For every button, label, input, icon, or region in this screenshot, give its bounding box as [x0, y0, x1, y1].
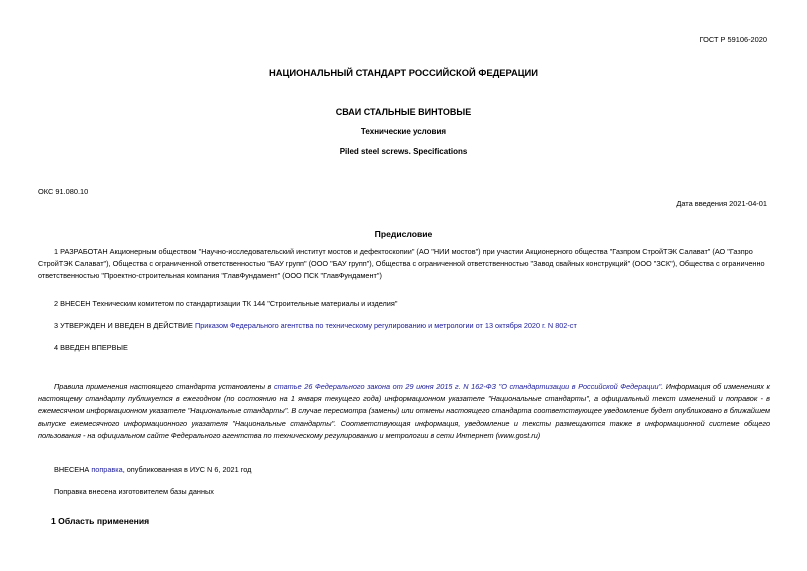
amendment-link[interactable]: поправка [91, 465, 123, 474]
amendment-note: Поправка внесена изготовителем базы данных [54, 487, 214, 496]
document-subtitle: Технические условия [360, 127, 447, 136]
item-3-prefix: 3 УТВЕРЖДЕН И ВВЕДЕН В ДЕЙСТВИЕ [54, 321, 195, 330]
amendment-line [38, 464, 770, 476]
foreword-heading: Предисловие [374, 229, 433, 239]
rules-rest: . Информация об изменениях к настоящему стандарту публикуется в ежегодном (по состоянию на 1 января текущего года) информационном указателе "Национальные стандарты", а официальный текст изменений и поправок - в ежемесячном информационном указателе "Национальные стандарты". В случае пересмотра (замены) или отмены настоящего стандарта соответствующее уведомление будет опубликовано в ближайшем выпуске ежемесячного информационного указателя "Национальные стандарты". Соответствующая информация, уведомление и тексты размещаются также в информационной системе общего пользования - на официальном сайте Федерального агентства по техническому регулированию и метрологии в сети Интернет (www.gost.ru) [38, 382, 770, 440]
amendment-suffix: , опубликованная в ИУС N 6, 2021 год [122, 465, 252, 474]
standard-title: НАЦИОНАЛЬНЫЙ СТАНДАРТ РОССИЙСКОЙ ФЕДЕРАЦИИ [268, 67, 539, 78]
english-title: Piled steel screws. Specifications [339, 147, 468, 156]
document-title: СВАИ СТАЛЬНЫЕ ВИНТОВЫЕ [335, 107, 472, 117]
order-link[interactable]: Приказом Федерального агентства по техническому регулированию и метрологии от 13 октября 2020 г. N 802-ст [194, 321, 577, 330]
standardization-law-link[interactable]: "О стандартизации в Российской Федерации" [498, 382, 662, 391]
law-article-link[interactable]: статье 26 Федерального закона от 29 июня 2015 г. N 162-ФЗ [273, 382, 497, 391]
amendment-prefix: ВНЕСЕНА [54, 465, 92, 474]
foreword-item-4: 4 ВВЕДЕН ВПЕРВЫЕ [54, 343, 128, 352]
introduction-date: Дата введения 2021-04-01 [676, 199, 767, 208]
section-1-heading: 1 Область применения [51, 516, 150, 526]
foreword-item-3 [38, 320, 770, 332]
foreword-item-1: 1 РАЗРАБОТАН Акционерным обществом "Научно-исследовательский институт мостов и дефектоскопии" (АО "НИИ мостов") при участии Акционерного общества "Газпром СтройТЭК Салават" (АО "Газпро СтройТЭК Салават"), Общества с ограниченной ответственностью "БАУ групп" (ООО "БАУ групп"), Общества с ограниченной ответственностью "Завод свайных конструкций" (ООО "ЗСК"), Общества с ограниченно ответственностью "Проектно-строительная компания "ГлавФундамент" (ООО ПСК "ГлавФундамент") [38, 247, 765, 281]
oks-code: ОКС 91.080.10 [38, 187, 89, 196]
rules-prefix: Правила применения настоящего стандарта установлены в [54, 382, 274, 391]
rules-paragraph [38, 381, 770, 442]
foreword-item-2: 2 ВНЕСЕН Техническим комитетом по стандартизации ТК 144 "Строительные материалы и изделия" [54, 299, 398, 308]
document-code: ГОСТ Р 59106-2020 [699, 35, 767, 44]
